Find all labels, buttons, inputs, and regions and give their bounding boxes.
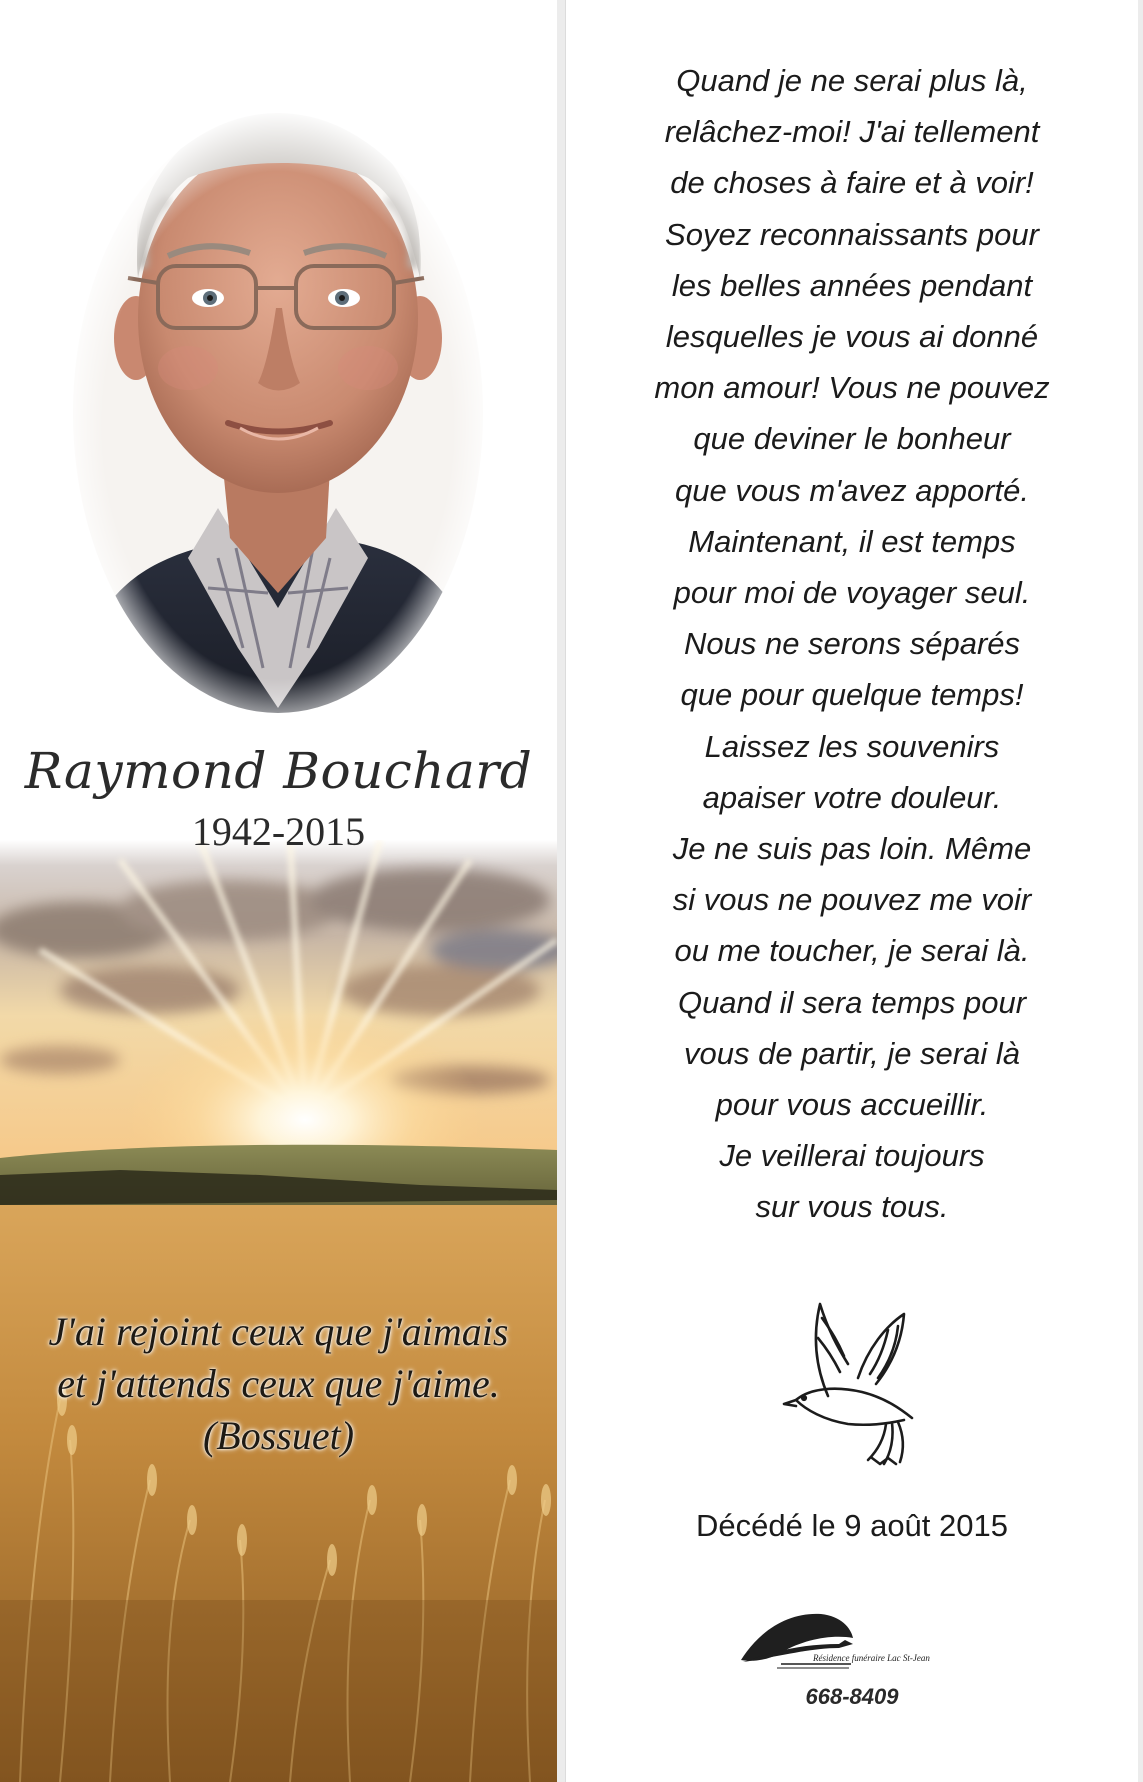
poem-line: Soyez reconnaissants pour <box>665 216 1039 252</box>
quote-author: (Bossuet) <box>202 1413 355 1458</box>
poem-line: Quand je ne serai plus là, <box>676 63 1028 98</box>
poem-line: sur vous tous. <box>755 1189 949 1225</box>
funeral-home-name: Résidence funéraire Lac St-Jean <box>813 1653 930 1663</box>
poem-line: Je veillerai toujours <box>719 1138 985 1174</box>
poem-line: Nous ne serons séparés <box>683 626 1021 662</box>
deceased-name: Raymond Bouchard <box>24 742 533 800</box>
quote-line-2: et j'attends ceux que j'aime. <box>57 1361 500 1406</box>
poem-line: pour moi de voyager seul. <box>673 575 1031 611</box>
dove-icon <box>776 1268 926 1468</box>
poem-line: les belles années pendant <box>671 267 1033 303</box>
poem-line: lesquelles je vous ai donné <box>665 319 1039 355</box>
poem-line: si vous ne pouvez me voir <box>672 882 1032 918</box>
memorial-card-back <box>565 0 1138 1782</box>
poem-line: ou me toucher, je serai là. <box>674 933 1030 969</box>
poem <box>566 55 1138 1233</box>
life-years: 1942-2015 <box>191 809 366 854</box>
phone-number: 668-8409 <box>805 1684 899 1709</box>
poem-line: vous de partir, je serai là <box>683 1035 1020 1071</box>
poem-line: Maintenant, il est temps <box>688 523 1016 559</box>
quote-line-1: J'ai rejoint ceux que j'aimais <box>48 1309 509 1354</box>
poem-line: de choses à faire et à voir! <box>670 165 1034 201</box>
poem-line: relâchez-moi! J'ai tellement <box>664 114 1040 150</box>
poem-line: apaiser votre douleur. <box>702 779 1002 815</box>
death-date: Décédé le 9 août 2015 <box>696 1508 1008 1543</box>
poem-line: pour vous accueillir. <box>715 1087 989 1123</box>
poem-line: Je ne suis pas loin. Même <box>672 831 1032 867</box>
memorial-card-front <box>0 0 557 1782</box>
funeral-home-logo <box>721 1598 981 1678</box>
memorial-quote <box>10 1306 547 1462</box>
poem-line: mon amour! Vous ne pouvez <box>654 370 1050 406</box>
poem-line: que pour quelque temps! <box>680 677 1024 713</box>
poem-line: Laissez les souvenirs <box>704 728 1000 764</box>
poem-line: Quand il sera temps pour <box>677 984 1027 1020</box>
poem-line: que vous m'avez apporté. <box>674 472 1030 508</box>
name-block <box>0 740 557 860</box>
poem-line: que deviner le bonheur <box>693 421 1011 457</box>
portrait-photo <box>68 88 488 713</box>
